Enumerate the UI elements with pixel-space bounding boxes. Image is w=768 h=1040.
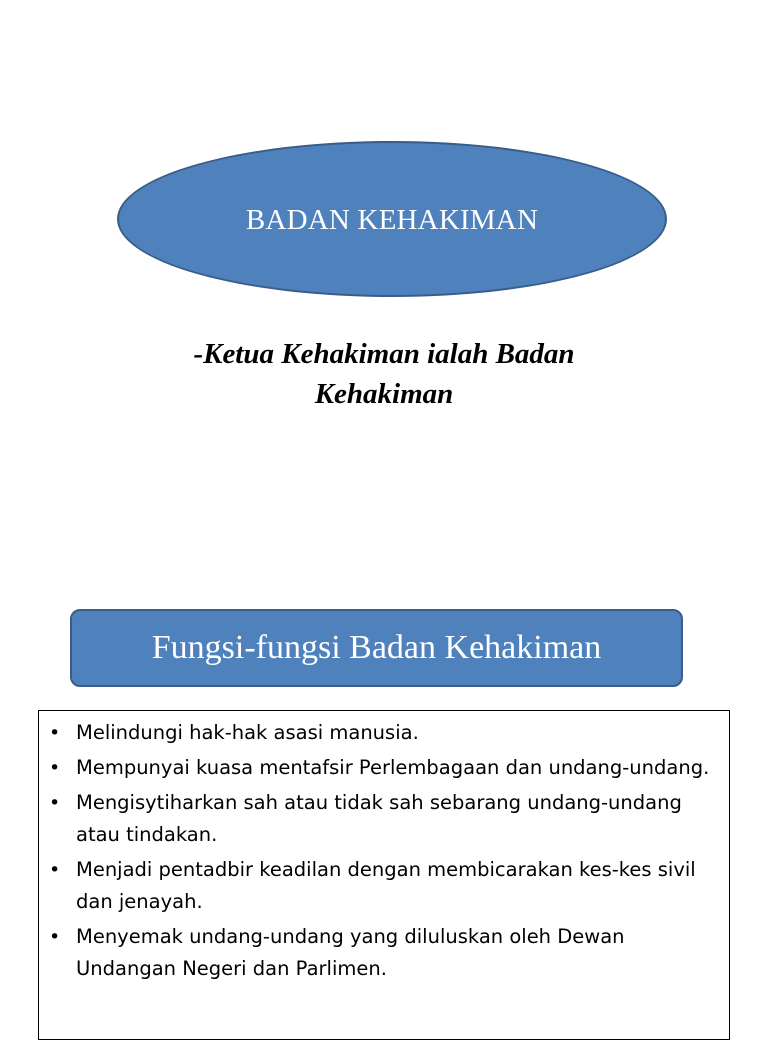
subtitle-line-1: -Ketua Kehakiman ialah Badan <box>193 338 575 370</box>
bullet-icon: • <box>49 792 61 814</box>
list-item <box>49 787 719 851</box>
functions-banner <box>70 609 683 687</box>
bullet-icon: • <box>49 757 61 779</box>
title-ellipse <box>117 141 667 297</box>
list-item-text: Mengisytiharkan sah atau tidak sah sebarang undang-undang atau tindakan. <box>76 791 682 846</box>
functions-list-box <box>38 710 730 1040</box>
bullet-icon: • <box>49 859 61 881</box>
bullet-icon: • <box>49 722 61 744</box>
list-item-text: Menjadi pentadbir keadilan dengan membicarakan kes-kes sivil dan jenayah. <box>76 858 696 913</box>
bullet-icon: • <box>49 926 61 948</box>
title-ellipse-label: BADAN KEHAKIMAN <box>245 203 539 236</box>
list-item-text: Mempunyai kuasa mentafsir Perlembagaan dan undang-undang. <box>76 756 710 779</box>
list-item <box>49 921 719 985</box>
list-item <box>49 752 719 784</box>
list-item-text: Melindungi hak-hak asasi manusia. <box>76 721 419 744</box>
functions-list <box>49 717 719 985</box>
list-item-text: Menyemak undang-undang yang diluluskan oleh Dewan Undangan Negeri dan Parlimen. <box>76 925 625 980</box>
subtitle-line-2: Kehakiman <box>314 378 454 410</box>
list-item <box>49 854 719 918</box>
functions-banner-label: Fungsi-fungsi Badan Kehakiman <box>151 629 602 666</box>
list-item <box>49 717 719 749</box>
subtitle <box>100 334 668 414</box>
